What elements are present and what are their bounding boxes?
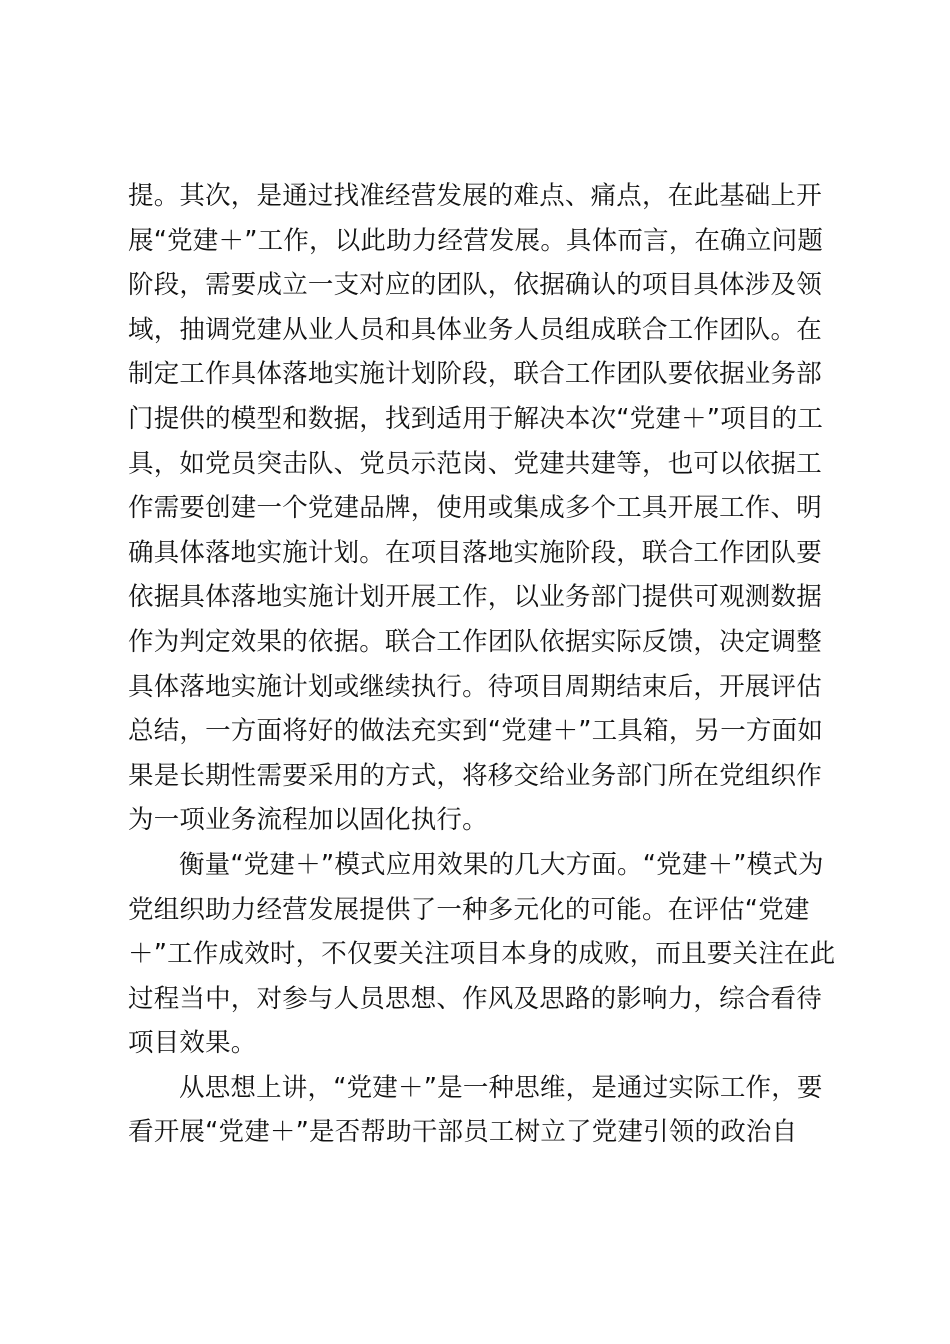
text-line: 阶段，需要成立一支对应的团队，依据确认的项目具体涉及领 xyxy=(128,270,822,301)
text-line: 党组织助力经营发展提供了一种多元化的可能。在评估“党建 xyxy=(128,894,810,925)
body-text xyxy=(128,174,836,1155)
text-line: 作需要创建一个党建品牌，使用或集成多个工具开展工作、明 xyxy=(128,493,822,524)
text-line: 看开展“党建＋”是否帮助干部员工树立了党建引领的政治自 xyxy=(128,1117,798,1148)
paragraph-1 xyxy=(128,174,828,843)
text-line: 从思想上讲，“党建＋”是一种思维，是通过实际工作，要 xyxy=(179,1072,823,1103)
text-line: 为一项业务流程加以固化执行。 xyxy=(128,805,488,836)
text-line: 具，如党员突击队、党员示范岗、党建共建等，也可以依据工 xyxy=(128,448,822,479)
text-line: 确具体落地实施计划。在项目落地实施阶段，联合工作团队要 xyxy=(128,537,822,568)
text-line: 域，抽调党建从业人员和具体业务人员组成联合工作团队。在 xyxy=(128,314,822,345)
text-line: 制定工作具体落地实施计划阶段，联合工作团队要依据业务部 xyxy=(128,359,822,390)
text-line: ＋”工作成效时，不仅要关注项目本身的成败，而且要关注在此 xyxy=(128,939,836,970)
text-line: 项目效果。 xyxy=(128,1028,257,1059)
text-line: 具体落地实施计划或继续执行。待项目周期结束后，开展评估 xyxy=(128,671,822,702)
text-line: 作为判定效果的依据。联合工作团队依据实际反馈，决定调整 xyxy=(128,626,822,657)
paragraph-2 xyxy=(128,843,836,1066)
text-line: 总结，一方面将好的做法充实到“党建＋”工具箱，另一方面如 xyxy=(128,716,824,747)
text-line: 过程当中，对参与人员思想、作风及思路的影响力，综合看待 xyxy=(128,983,822,1014)
text-line: 门提供的模型和数据，找到适用于解决本次“党建＋”项目的工 xyxy=(128,403,824,434)
text-line: 衡量“党建＋”模式应用效果的几大方面。“党建＋”模式为 xyxy=(179,849,824,880)
text-line: 提。其次，是通过找准经营发展的难点、痛点，在此基础上开 xyxy=(128,181,822,211)
text-line: 展“党建＋”工作，以此助力经营发展。具体而言，在确立问题 xyxy=(128,225,824,256)
text-line: 果是长期性需要采用的方式，将移交给业务部门所在党组织作 xyxy=(128,760,822,791)
paragraph-3 xyxy=(128,1066,828,1155)
text-line: 依据具体落地实施计划开展工作，以业务部门提供可观测数据 xyxy=(128,582,822,613)
